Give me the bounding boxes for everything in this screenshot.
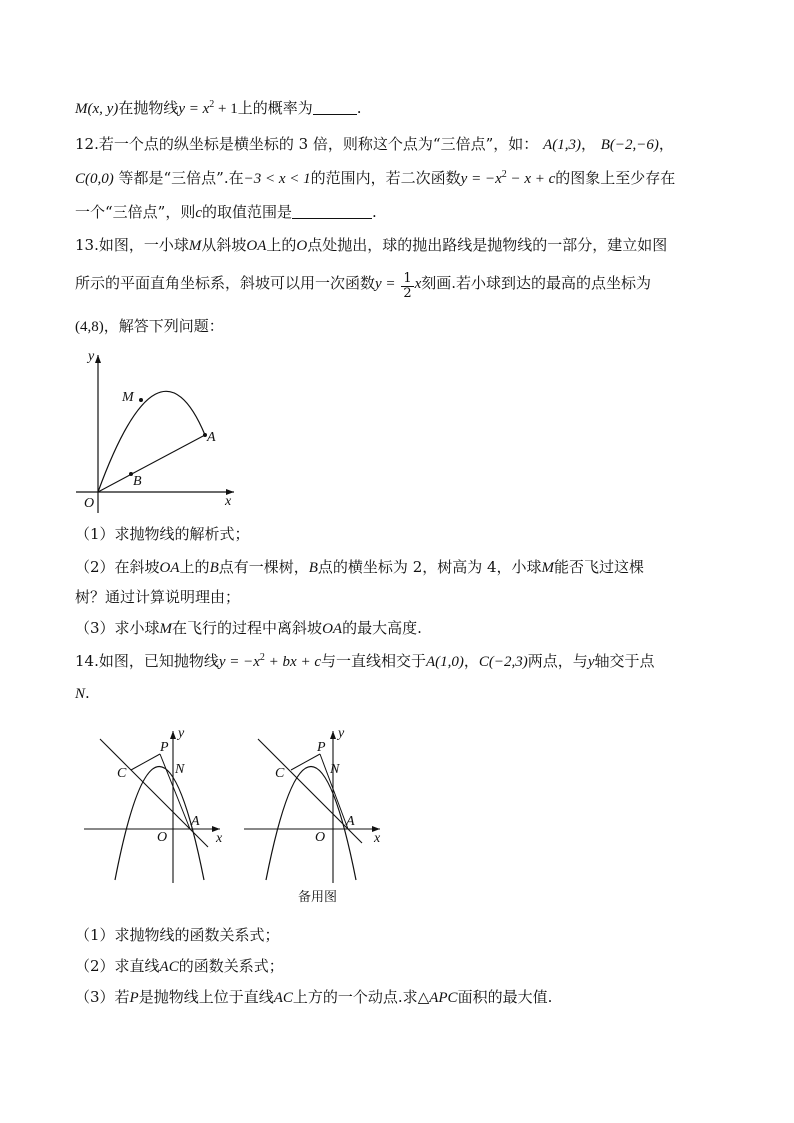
q14-fig2-label-o: O — [315, 830, 326, 845]
q13-sub2-t5: 能否飞过这棵 — [554, 558, 645, 576]
q12-exponent: 2 — [501, 169, 507, 180]
q14-figure-main — [80, 725, 230, 885]
q14-fig1-label-p: P — [160, 740, 169, 755]
q14-backup-caption: 备用图 — [298, 890, 338, 905]
q12-range: −3 < x < 1 — [243, 171, 311, 187]
q13-top-point: (4,8) — [75, 319, 104, 335]
q13-label-x: x — [225, 494, 232, 509]
q14-t3: 两点，与 — [527, 652, 588, 670]
q14-sub2-ac: AC — [159, 959, 179, 975]
q13-text4: 点处抛出，球的抛出路线是抛物线的一部分，建立如图 — [307, 236, 668, 254]
q11-line — [75, 98, 362, 119]
q13-label-a: A — [207, 430, 216, 445]
q13-sub2 — [75, 557, 644, 578]
q13-line2-text1: 所示的平面直角坐标系，斜坡可以用一次函数 — [75, 274, 376, 292]
q13-line1 — [75, 235, 667, 256]
q12-end: . — [372, 203, 377, 221]
q13-x-var: x — [414, 276, 422, 292]
q13-sub3-m: M — [159, 621, 173, 637]
q14-sub2-t1: （2）求直线 — [75, 957, 160, 975]
q14-figure-backup — [240, 725, 390, 885]
q13-line3 — [75, 316, 224, 337]
q14-sub1: （1）求抛物线的函数关系式； — [75, 926, 280, 944]
q14-sub3 — [75, 987, 552, 1008]
q13-slope-oa: OA — [246, 238, 267, 254]
q12-prefix: 12.若一个点的纵坐标是横坐标的 3 倍，则称这个点为“三倍点”，如： — [75, 135, 539, 153]
q14-line1 — [75, 651, 655, 672]
q11-point: M — [75, 101, 88, 117]
q13-sub2-t4: 点的横坐标为 2，树高为 4，小球 — [317, 558, 542, 576]
q12-function-rest: − x + c — [506, 171, 556, 187]
q12-function: y = −x — [460, 171, 502, 187]
q14-fig2-label-a: A — [346, 814, 355, 829]
q14-sub3-t3: 上方的一个动点.求 — [292, 988, 418, 1006]
q14-fig1-label-a: A — [191, 814, 200, 829]
q13-sub2-b2: B — [308, 560, 318, 576]
q14-point-n: N — [75, 686, 86, 702]
q11-equation: y = x — [178, 101, 210, 117]
q13-y-arrow — [95, 355, 101, 363]
q13-y-equals: y = — [375, 276, 396, 292]
q11-answer-blank — [313, 100, 357, 115]
q11-exponent: 2 — [209, 99, 215, 110]
q14-point-c: C(−2,3) — [478, 654, 528, 670]
q13-sub2-oa: OA — [159, 560, 180, 576]
q13-sub3 — [75, 618, 422, 639]
q14-fig1-label-y: y — [178, 726, 185, 741]
q14-point-a: A(1,0) — [426, 654, 464, 670]
q13-line2 — [75, 272, 651, 301]
q14-fig1-label-c: C — [117, 766, 127, 781]
q14-sub3-t1: （3）若 — [75, 988, 130, 1006]
q14-sub3-p: P — [129, 990, 139, 1006]
q14-sub3-t2: 是抛物线上位于直线 — [138, 988, 274, 1006]
q12-sep2: ， — [658, 135, 674, 153]
q13-sub2b: 树？通过计算说明理由； — [75, 588, 241, 606]
q14-t4: 轴交于点 — [594, 652, 655, 670]
q13-line2-text2: 刻画.若小球到达的最高的点坐标为 — [421, 274, 652, 292]
q13-sub2-t2: 上的 — [179, 558, 210, 576]
q13-slope-line — [98, 435, 205, 492]
q11-end: . — [356, 99, 362, 117]
q14-fig1-label-x: x — [216, 831, 223, 846]
q12-example-a: A(1,3) — [543, 137, 581, 153]
q13-sub2-b: B — [209, 560, 219, 576]
q12-line3-text1: 一个“三倍点”，则 — [75, 203, 196, 221]
q13-text2: 从斜坡 — [201, 236, 247, 254]
q14-t2: 与一直线相交于 — [320, 652, 426, 670]
q13-sub3-oa: OA — [322, 621, 343, 637]
q13-sub2-t1: （2）在斜坡 — [75, 558, 160, 576]
q12-example-b: B(−2,−6) — [600, 137, 659, 153]
q13-label-y: y — [88, 349, 95, 364]
q14-fig1-label-o: O — [157, 830, 168, 845]
q13-fraction-den: 2 — [403, 286, 412, 301]
q14-t1: 14.如图，已知抛物线 — [75, 652, 219, 670]
q14-fig1-y-arrow — [170, 731, 176, 739]
q14-sub2 — [75, 956, 284, 977]
q11-text2: 上的概率为 — [237, 99, 313, 117]
q12-line2 — [75, 168, 675, 189]
q13-sub1: （1）求抛物线的解析式； — [75, 525, 250, 543]
q13-ball-m: M — [188, 238, 202, 254]
q13-text3: 上的 — [266, 236, 297, 254]
q14-sep: ， — [463, 652, 479, 670]
q14-sub3-ac: AC — [273, 990, 293, 1006]
q12-text2: 的范围内，若二次函数 — [310, 169, 461, 187]
q12-text3: 的图象上至少存在 — [555, 169, 676, 187]
q13-sub3-t2: 在飞行的过程中离斜坡 — [172, 619, 323, 637]
q14-y-axis-var: y — [587, 654, 595, 670]
q13-fraction — [401, 272, 413, 301]
q14-sub2-t2: 的函数关系式； — [178, 957, 284, 975]
q14-fig1-label-n: N — [175, 762, 185, 777]
q13-label-m: M — [122, 390, 134, 405]
q13-sub2-m: M — [541, 560, 555, 576]
q14-fig2-label-y: y — [338, 726, 345, 741]
q13-label-o: O — [84, 496, 95, 511]
q14-fig2-label-x: x — [374, 831, 381, 846]
q14-function-rest: + bx + c — [264, 654, 321, 670]
q13-figure — [74, 345, 244, 515]
q12-line1 — [75, 134, 674, 155]
q13-text1: 13.如图，一小球 — [75, 236, 189, 254]
q13-label-b: B — [133, 474, 142, 489]
q14-line2 — [75, 683, 90, 704]
q14-fig2-label-n: N — [330, 762, 340, 777]
q14-exponent: 2 — [259, 652, 265, 663]
q13-line3-text: ，解答下列问题： — [103, 317, 224, 335]
q13-parabola — [98, 391, 205, 492]
q14-fig2-label-p: P — [317, 740, 326, 755]
q14-sub3-triangle: △APC — [417, 990, 458, 1006]
q13-sub2-t3: 点有一棵树， — [218, 558, 309, 576]
q13-sub3-t3: 的最大高度. — [342, 619, 422, 637]
q14-end: . — [85, 684, 90, 702]
q12-answer-blank — [292, 204, 372, 219]
q14-function: y = −x — [218, 654, 260, 670]
q12-line3 — [75, 202, 377, 223]
q12-line3-text2: 的取值范围是 — [202, 203, 293, 221]
q12-var-c: c — [195, 205, 203, 221]
q14-fig2-label-c: C — [275, 766, 285, 781]
q13-sub3-t1: （3）求小球 — [75, 619, 160, 637]
q14-sub3-t4: 面积的最大值. — [457, 988, 553, 1006]
q11-plus: + 1 — [214, 101, 238, 117]
q14-fig2-y-arrow — [330, 731, 336, 739]
q12-text1: 等都是“三倍点”.在 — [113, 169, 244, 187]
q13-point-m — [139, 398, 143, 402]
q12-example-c: C(0,0) — [75, 171, 114, 187]
q14-fig1-line-ac — [100, 739, 208, 847]
q13-point-o: O — [296, 238, 308, 254]
q13-fraction-num: 1 — [403, 271, 412, 286]
q11-text1: 在抛物线 — [118, 99, 179, 117]
q11-coords: (x, y) — [87, 101, 119, 117]
q12-sep1: ， — [580, 135, 596, 153]
